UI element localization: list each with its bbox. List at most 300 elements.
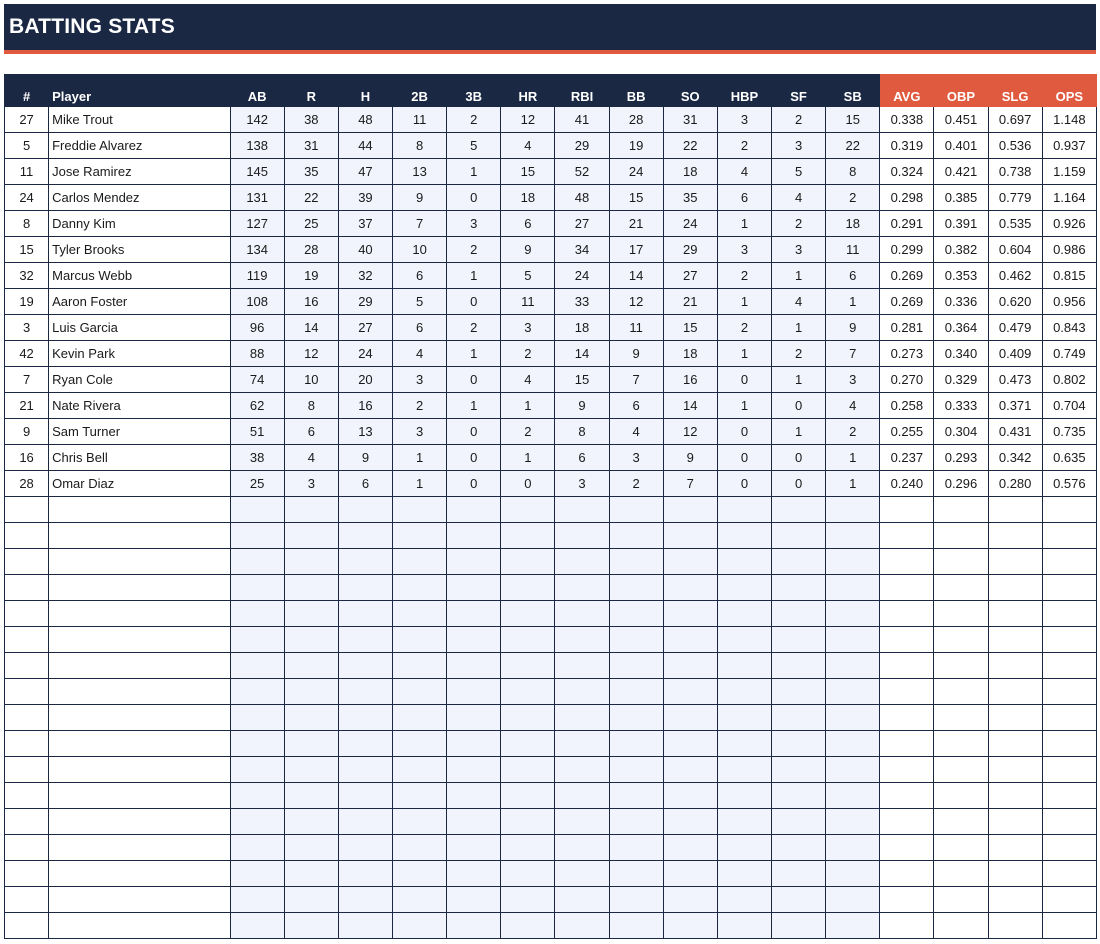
empty-table-cell[interactable]	[501, 705, 555, 731]
column-header[interactable]: 3B	[447, 75, 501, 107]
table-cell[interactable]: 9	[393, 185, 447, 211]
table-cell[interactable]: 0.620	[988, 289, 1042, 315]
empty-table-cell[interactable]	[772, 757, 826, 783]
empty-table-cell[interactable]	[1042, 601, 1096, 627]
table-cell[interactable]: 18	[663, 159, 717, 185]
empty-table-cell[interactable]	[393, 861, 447, 887]
empty-table-cell[interactable]	[717, 575, 771, 601]
empty-table-cell[interactable]	[826, 497, 880, 523]
empty-table-cell[interactable]	[663, 835, 717, 861]
empty-table-cell[interactable]	[988, 627, 1042, 653]
empty-table-cell[interactable]	[49, 601, 230, 627]
empty-table-row[interactable]	[5, 705, 1097, 731]
empty-table-cell[interactable]	[717, 913, 771, 939]
table-cell[interactable]: 51	[230, 419, 284, 445]
empty-table-cell[interactable]	[230, 861, 284, 887]
column-header[interactable]: AVG	[880, 75, 934, 107]
table-cell[interactable]: 18	[501, 185, 555, 211]
empty-table-cell[interactable]	[501, 497, 555, 523]
table-cell[interactable]: 5	[5, 133, 49, 159]
empty-table-cell[interactable]	[826, 549, 880, 575]
empty-table-cell[interactable]	[501, 913, 555, 939]
table-cell[interactable]: 6	[555, 445, 609, 471]
empty-table-cell[interactable]	[826, 679, 880, 705]
empty-table-cell[interactable]	[609, 705, 663, 731]
empty-table-cell[interactable]	[826, 705, 880, 731]
table-cell[interactable]: 88	[230, 341, 284, 367]
table-cell[interactable]: 21	[5, 393, 49, 419]
table-cell[interactable]: 0.815	[1042, 263, 1096, 289]
table-cell[interactable]: 0.802	[1042, 367, 1096, 393]
table-cell[interactable]: 7	[5, 367, 49, 393]
table-cell[interactable]: 15	[826, 107, 880, 133]
table-cell[interactable]: 31	[284, 133, 338, 159]
table-cell[interactable]: 0.319	[880, 133, 934, 159]
table-cell[interactable]: 1	[501, 393, 555, 419]
table-cell[interactable]: 9	[609, 341, 663, 367]
empty-table-cell[interactable]	[555, 835, 609, 861]
table-cell[interactable]: 4	[501, 133, 555, 159]
table-cell[interactable]: 47	[338, 159, 392, 185]
empty-table-cell[interactable]	[447, 835, 501, 861]
empty-table-cell[interactable]	[49, 575, 230, 601]
table-cell[interactable]: 0.273	[880, 341, 934, 367]
table-cell[interactable]: 14	[663, 393, 717, 419]
table-cell[interactable]: 15	[5, 237, 49, 263]
table-cell[interactable]: 11	[826, 237, 880, 263]
table-cell[interactable]: 0.329	[934, 367, 988, 393]
empty-table-cell[interactable]	[609, 861, 663, 887]
table-row[interactable]	[5, 107, 1097, 133]
table-cell[interactable]: 4	[826, 393, 880, 419]
empty-table-cell[interactable]	[555, 861, 609, 887]
empty-table-cell[interactable]	[772, 731, 826, 757]
empty-table-cell[interactable]	[284, 913, 338, 939]
empty-table-cell[interactable]	[338, 731, 392, 757]
empty-table-cell[interactable]	[230, 523, 284, 549]
empty-table-cell[interactable]	[447, 679, 501, 705]
empty-table-cell[interactable]	[5, 835, 49, 861]
empty-table-row[interactable]	[5, 809, 1097, 835]
empty-table-cell[interactable]	[338, 783, 392, 809]
empty-table-cell[interactable]	[609, 679, 663, 705]
empty-table-cell[interactable]	[826, 575, 880, 601]
table-cell[interactable]: 38	[284, 107, 338, 133]
empty-table-cell[interactable]	[934, 549, 988, 575]
table-cell[interactable]: 17	[609, 237, 663, 263]
empty-table-cell[interactable]	[284, 575, 338, 601]
table-cell[interactable]: 25	[230, 471, 284, 497]
table-cell[interactable]: 14	[284, 315, 338, 341]
empty-table-cell[interactable]	[5, 679, 49, 705]
table-cell[interactable]: 27	[555, 211, 609, 237]
empty-table-cell[interactable]	[555, 731, 609, 757]
table-cell[interactable]: 0.353	[934, 263, 988, 289]
table-cell[interactable]: 1	[772, 315, 826, 341]
empty-table-cell[interactable]	[880, 601, 934, 627]
table-cell[interactable]: 0.280	[988, 471, 1042, 497]
empty-table-cell[interactable]	[609, 523, 663, 549]
empty-table-cell[interactable]	[934, 861, 988, 887]
empty-table-cell[interactable]	[5, 523, 49, 549]
empty-table-cell[interactable]	[284, 497, 338, 523]
table-cell[interactable]: 24	[609, 159, 663, 185]
empty-table-cell[interactable]	[338, 549, 392, 575]
empty-table-cell[interactable]	[501, 549, 555, 575]
table-cell[interactable]: 108	[230, 289, 284, 315]
table-cell[interactable]: 3	[284, 471, 338, 497]
table-cell[interactable]: 0.382	[934, 237, 988, 263]
table-row[interactable]	[5, 315, 1097, 341]
table-cell[interactable]: 0.270	[880, 367, 934, 393]
empty-table-cell[interactable]	[393, 523, 447, 549]
empty-table-cell[interactable]	[501, 653, 555, 679]
table-row[interactable]	[5, 367, 1097, 393]
table-cell[interactable]: 0.462	[988, 263, 1042, 289]
table-cell[interactable]: 138	[230, 133, 284, 159]
empty-table-cell[interactable]	[880, 731, 934, 757]
empty-table-cell[interactable]	[717, 731, 771, 757]
table-cell[interactable]: 39	[338, 185, 392, 211]
table-cell[interactable]: 31	[663, 107, 717, 133]
empty-table-cell[interactable]	[447, 887, 501, 913]
empty-table-cell[interactable]	[49, 913, 230, 939]
empty-table-cell[interactable]	[338, 601, 392, 627]
table-cell[interactable]: 6	[338, 471, 392, 497]
empty-table-cell[interactable]	[447, 705, 501, 731]
empty-table-cell[interactable]	[663, 575, 717, 601]
empty-table-cell[interactable]	[717, 861, 771, 887]
empty-table-cell[interactable]	[609, 627, 663, 653]
table-cell[interactable]: 3	[717, 237, 771, 263]
column-header[interactable]: OPS	[1042, 75, 1096, 107]
empty-table-cell[interactable]	[663, 627, 717, 653]
empty-table-cell[interactable]	[717, 705, 771, 731]
empty-table-cell[interactable]	[338, 887, 392, 913]
empty-table-cell[interactable]	[230, 601, 284, 627]
empty-table-cell[interactable]	[772, 497, 826, 523]
empty-table-cell[interactable]	[880, 887, 934, 913]
empty-table-cell[interactable]	[393, 809, 447, 835]
empty-table-cell[interactable]	[501, 757, 555, 783]
empty-table-cell[interactable]	[1042, 835, 1096, 861]
empty-table-cell[interactable]	[1042, 653, 1096, 679]
table-cell[interactable]: 29	[663, 237, 717, 263]
table-cell[interactable]: 0.338	[880, 107, 934, 133]
table-cell[interactable]: 0.293	[934, 445, 988, 471]
table-cell[interactable]: 0	[772, 445, 826, 471]
empty-table-cell[interactable]	[230, 575, 284, 601]
empty-table-cell[interactable]	[609, 731, 663, 757]
table-cell[interactable]: 2	[393, 393, 447, 419]
empty-table-cell[interactable]	[772, 783, 826, 809]
empty-table-cell[interactable]	[447, 913, 501, 939]
empty-table-cell[interactable]	[5, 783, 49, 809]
table-cell[interactable]: 3	[5, 315, 49, 341]
table-cell[interactable]: 8	[555, 419, 609, 445]
table-cell[interactable]: 0.749	[1042, 341, 1096, 367]
empty-table-row[interactable]	[5, 731, 1097, 757]
empty-table-cell[interactable]	[49, 887, 230, 913]
table-cell[interactable]: 2	[501, 341, 555, 367]
empty-table-cell[interactable]	[880, 679, 934, 705]
table-cell[interactable]: 4	[284, 445, 338, 471]
table-cell[interactable]: 3	[772, 133, 826, 159]
empty-table-cell[interactable]	[826, 601, 880, 627]
empty-table-cell[interactable]	[555, 523, 609, 549]
table-cell[interactable]: 0	[447, 445, 501, 471]
table-cell[interactable]: Luis Garcia	[49, 315, 230, 341]
table-row[interactable]	[5, 289, 1097, 315]
empty-table-cell[interactable]	[230, 497, 284, 523]
empty-table-cell[interactable]	[1042, 679, 1096, 705]
table-cell[interactable]: 7	[609, 367, 663, 393]
table-cell[interactable]: 16	[284, 289, 338, 315]
table-cell[interactable]: Marcus Webb	[49, 263, 230, 289]
empty-table-row[interactable]	[5, 627, 1097, 653]
table-cell[interactable]: 0.240	[880, 471, 934, 497]
empty-table-cell[interactable]	[934, 757, 988, 783]
table-row[interactable]	[5, 341, 1097, 367]
empty-table-cell[interactable]	[663, 549, 717, 575]
empty-table-cell[interactable]	[284, 783, 338, 809]
table-cell[interactable]: 16	[663, 367, 717, 393]
empty-table-cell[interactable]	[447, 497, 501, 523]
table-cell[interactable]: 0.291	[880, 211, 934, 237]
table-cell[interactable]: 37	[338, 211, 392, 237]
empty-table-cell[interactable]	[934, 783, 988, 809]
empty-table-cell[interactable]	[393, 679, 447, 705]
table-cell[interactable]: 0.635	[1042, 445, 1096, 471]
table-cell[interactable]: 28	[284, 237, 338, 263]
table-cell[interactable]: 1	[447, 341, 501, 367]
empty-table-cell[interactable]	[880, 575, 934, 601]
table-cell[interactable]: 6	[609, 393, 663, 419]
empty-table-cell[interactable]	[555, 809, 609, 835]
empty-table-cell[interactable]	[501, 627, 555, 653]
empty-table-cell[interactable]	[934, 575, 988, 601]
table-cell[interactable]: 0.304	[934, 419, 988, 445]
table-cell[interactable]: 0	[447, 419, 501, 445]
empty-table-cell[interactable]	[284, 549, 338, 575]
empty-table-cell[interactable]	[5, 887, 49, 913]
empty-table-cell[interactable]	[934, 601, 988, 627]
empty-table-cell[interactable]	[934, 679, 988, 705]
table-row[interactable]	[5, 419, 1097, 445]
empty-table-cell[interactable]	[49, 809, 230, 835]
empty-table-row[interactable]	[5, 549, 1097, 575]
table-cell[interactable]: 5	[772, 159, 826, 185]
empty-table-cell[interactable]	[501, 601, 555, 627]
empty-table-cell[interactable]	[501, 783, 555, 809]
table-cell[interactable]: 2	[609, 471, 663, 497]
empty-table-cell[interactable]	[5, 497, 49, 523]
empty-table-cell[interactable]	[338, 705, 392, 731]
empty-table-cell[interactable]	[663, 679, 717, 705]
empty-table-cell[interactable]	[988, 861, 1042, 887]
empty-table-cell[interactable]	[5, 627, 49, 653]
empty-table-cell[interactable]	[555, 913, 609, 939]
table-cell[interactable]: 0	[772, 393, 826, 419]
empty-table-cell[interactable]	[717, 497, 771, 523]
empty-table-cell[interactable]	[447, 861, 501, 887]
table-cell[interactable]: 0.843	[1042, 315, 1096, 341]
empty-table-cell[interactable]	[5, 861, 49, 887]
table-cell[interactable]: 0	[772, 471, 826, 497]
table-cell[interactable]: 0.333	[934, 393, 988, 419]
empty-table-cell[interactable]	[1042, 913, 1096, 939]
table-cell[interactable]: 4	[772, 185, 826, 211]
empty-table-cell[interactable]	[988, 601, 1042, 627]
table-cell[interactable]: 3	[447, 211, 501, 237]
empty-table-cell[interactable]	[284, 887, 338, 913]
table-cell[interactable]: 8	[284, 393, 338, 419]
table-cell[interactable]: 2	[447, 315, 501, 341]
empty-table-cell[interactable]	[988, 757, 1042, 783]
empty-table-cell[interactable]	[49, 523, 230, 549]
table-cell[interactable]: 1.148	[1042, 107, 1096, 133]
column-header[interactable]: HR	[501, 75, 555, 107]
table-cell[interactable]: 74	[230, 367, 284, 393]
table-cell[interactable]: 0.401	[934, 133, 988, 159]
empty-table-cell[interactable]	[880, 523, 934, 549]
table-cell[interactable]: 0.385	[934, 185, 988, 211]
empty-table-cell[interactable]	[717, 679, 771, 705]
table-cell[interactable]: 2	[717, 263, 771, 289]
table-cell[interactable]: 0.258	[880, 393, 934, 419]
table-cell[interactable]: Nate Rivera	[49, 393, 230, 419]
empty-table-cell[interactable]	[988, 913, 1042, 939]
table-cell[interactable]: 40	[338, 237, 392, 263]
table-cell[interactable]: 22	[826, 133, 880, 159]
table-cell[interactable]: 9	[5, 419, 49, 445]
empty-table-cell[interactable]	[826, 913, 880, 939]
empty-table-cell[interactable]	[880, 627, 934, 653]
empty-table-cell[interactable]	[338, 835, 392, 861]
table-cell[interactable]: 27	[338, 315, 392, 341]
table-row[interactable]	[5, 159, 1097, 185]
empty-table-cell[interactable]	[501, 731, 555, 757]
table-cell[interactable]: 4	[609, 419, 663, 445]
table-cell[interactable]: 1	[447, 263, 501, 289]
table-cell[interactable]: 0	[717, 419, 771, 445]
empty-table-cell[interactable]	[1042, 757, 1096, 783]
empty-table-cell[interactable]	[5, 809, 49, 835]
table-cell[interactable]: 0.779	[988, 185, 1042, 211]
empty-table-cell[interactable]	[501, 809, 555, 835]
table-cell[interactable]: 131	[230, 185, 284, 211]
empty-table-cell[interactable]	[230, 835, 284, 861]
empty-table-cell[interactable]	[555, 601, 609, 627]
empty-table-cell[interactable]	[501, 835, 555, 861]
empty-table-cell[interactable]	[393, 731, 447, 757]
empty-table-cell[interactable]	[717, 809, 771, 835]
empty-table-cell[interactable]	[49, 861, 230, 887]
empty-table-cell[interactable]	[663, 887, 717, 913]
empty-table-cell[interactable]	[934, 835, 988, 861]
table-cell[interactable]: 0.298	[880, 185, 934, 211]
empty-table-cell[interactable]	[230, 653, 284, 679]
empty-table-cell[interactable]	[49, 627, 230, 653]
table-cell[interactable]: 24	[663, 211, 717, 237]
table-cell[interactable]: Freddie Alvarez	[49, 133, 230, 159]
table-cell[interactable]: 0.421	[934, 159, 988, 185]
table-cell[interactable]: 9	[555, 393, 609, 419]
empty-table-cell[interactable]	[826, 757, 880, 783]
empty-table-cell[interactable]	[284, 627, 338, 653]
table-cell[interactable]: 28	[609, 107, 663, 133]
table-cell[interactable]: 0.704	[1042, 393, 1096, 419]
empty-table-cell[interactable]	[988, 783, 1042, 809]
empty-table-row[interactable]	[5, 497, 1097, 523]
empty-table-cell[interactable]	[338, 679, 392, 705]
empty-table-cell[interactable]	[230, 705, 284, 731]
table-cell[interactable]: 5	[393, 289, 447, 315]
empty-table-cell[interactable]	[5, 731, 49, 757]
table-cell[interactable]: 33	[555, 289, 609, 315]
empty-table-cell[interactable]	[393, 549, 447, 575]
empty-table-cell[interactable]	[230, 679, 284, 705]
empty-table-cell[interactable]	[772, 627, 826, 653]
empty-table-cell[interactable]	[717, 523, 771, 549]
column-header[interactable]: Player	[49, 75, 230, 107]
empty-table-cell[interactable]	[284, 705, 338, 731]
empty-table-cell[interactable]	[1042, 809, 1096, 835]
table-cell[interactable]: 7	[826, 341, 880, 367]
table-cell[interactable]: 0.451	[934, 107, 988, 133]
table-cell[interactable]: 34	[555, 237, 609, 263]
empty-table-cell[interactable]	[393, 705, 447, 731]
table-cell[interactable]: 38	[230, 445, 284, 471]
empty-table-cell[interactable]	[609, 549, 663, 575]
table-cell[interactable]: 62	[230, 393, 284, 419]
empty-table-cell[interactable]	[5, 575, 49, 601]
table-cell[interactable]: 0.364	[934, 315, 988, 341]
table-row[interactable]	[5, 237, 1097, 263]
table-cell[interactable]: 134	[230, 237, 284, 263]
empty-table-cell[interactable]	[555, 575, 609, 601]
table-cell[interactable]: 1	[826, 289, 880, 315]
column-header[interactable]: OBP	[934, 75, 988, 107]
empty-table-cell[interactable]	[717, 549, 771, 575]
table-cell[interactable]: 1	[447, 159, 501, 185]
empty-table-cell[interactable]	[284, 757, 338, 783]
empty-table-cell[interactable]	[555, 627, 609, 653]
empty-table-cell[interactable]	[609, 809, 663, 835]
table-row[interactable]	[5, 211, 1097, 237]
table-cell[interactable]: 12	[501, 107, 555, 133]
empty-table-cell[interactable]	[609, 887, 663, 913]
table-cell[interactable]: 0.296	[934, 471, 988, 497]
empty-table-cell[interactable]	[772, 861, 826, 887]
table-cell[interactable]: 9	[663, 445, 717, 471]
empty-table-cell[interactable]	[880, 653, 934, 679]
empty-table-cell[interactable]	[447, 549, 501, 575]
table-cell[interactable]: 0	[717, 445, 771, 471]
empty-table-cell[interactable]	[934, 809, 988, 835]
empty-table-cell[interactable]	[772, 575, 826, 601]
empty-table-cell[interactable]	[826, 783, 880, 809]
empty-table-cell[interactable]	[230, 913, 284, 939]
table-cell[interactable]: 0.937	[1042, 133, 1096, 159]
table-cell[interactable]: 5	[501, 263, 555, 289]
table-cell[interactable]: 1	[717, 211, 771, 237]
table-cell[interactable]: 18	[555, 315, 609, 341]
empty-table-cell[interactable]	[663, 731, 717, 757]
empty-table-cell[interactable]	[393, 653, 447, 679]
table-cell[interactable]: 1	[447, 393, 501, 419]
empty-table-cell[interactable]	[338, 861, 392, 887]
